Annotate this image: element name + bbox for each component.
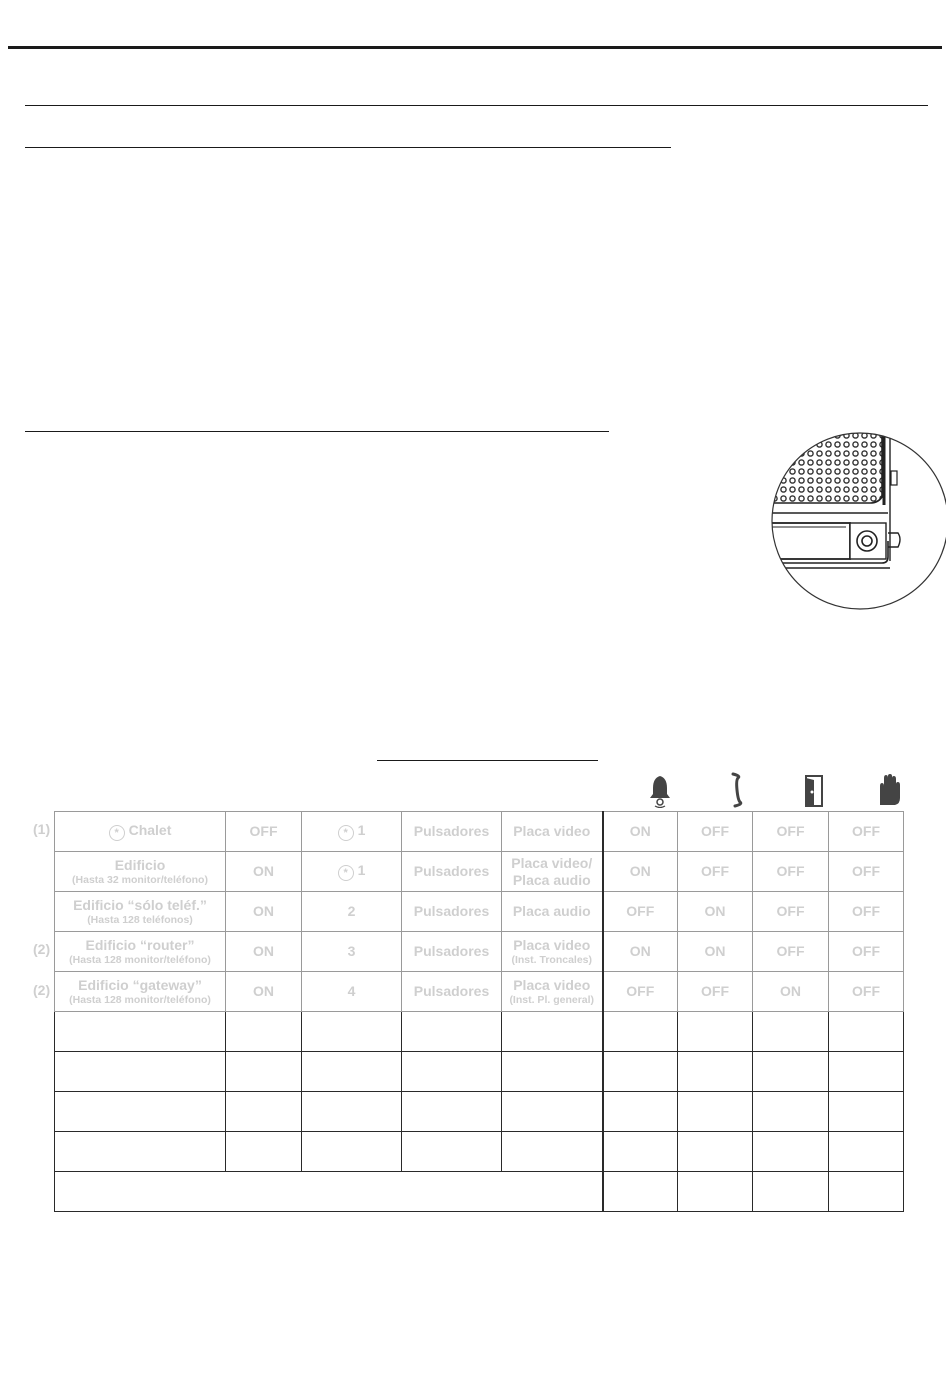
switch-cell bbox=[226, 932, 302, 972]
panel-subvalue: (Inst. Troncales) bbox=[511, 954, 593, 966]
blank-cell bbox=[502, 1052, 603, 1092]
dip-cell bbox=[829, 812, 904, 852]
handset-icon bbox=[719, 772, 755, 808]
dip-value: OFF bbox=[852, 983, 880, 999]
code-value: 3 bbox=[347, 943, 356, 959]
dip-value: OFF bbox=[852, 943, 880, 959]
blank-cell bbox=[829, 1172, 904, 1212]
mode-sublabel: (Hasta 128 teléfonos) bbox=[87, 914, 193, 926]
blank-cell bbox=[753, 1092, 829, 1132]
dip-cell bbox=[678, 852, 753, 892]
code-value: 4 bbox=[347, 983, 356, 999]
blank-cell bbox=[302, 1012, 402, 1052]
blank-cell bbox=[226, 1132, 302, 1172]
switch-header-icons bbox=[0, 772, 950, 808]
dip-value: OFF bbox=[776, 863, 805, 879]
blank-cell bbox=[402, 1012, 502, 1052]
dip-cell bbox=[829, 852, 904, 892]
dip-value: OFF bbox=[701, 823, 729, 839]
switch-value: ON bbox=[253, 863, 274, 879]
dip-value: OFF bbox=[776, 823, 805, 839]
asterisk-note-icon: * bbox=[338, 825, 354, 841]
buttons-cell bbox=[402, 932, 502, 972]
panel-cell bbox=[502, 932, 603, 972]
dip-value: ON bbox=[704, 943, 726, 959]
blank-cell bbox=[302, 1132, 402, 1172]
buttons-value: Pulsadores bbox=[413, 863, 490, 879]
dip-value: OFF bbox=[626, 983, 655, 999]
table-row bbox=[55, 892, 904, 932]
buttons-cell bbox=[402, 852, 502, 892]
bell-icon bbox=[642, 772, 678, 808]
blank-cell bbox=[603, 1012, 678, 1052]
table-row bbox=[55, 812, 904, 852]
dip-value: OFF bbox=[701, 863, 729, 879]
table-title-rule bbox=[377, 760, 598, 761]
dip-value: OFF bbox=[626, 903, 655, 919]
dip-cell bbox=[753, 892, 829, 932]
code-cell bbox=[302, 892, 402, 932]
dip-value: ON bbox=[629, 943, 651, 959]
buttons-value: Pulsadores bbox=[413, 943, 490, 959]
switch-cell bbox=[226, 812, 302, 852]
asterisk-note-icon: * bbox=[109, 825, 125, 841]
dip-value: ON bbox=[780, 983, 801, 999]
blank-cell bbox=[603, 1052, 678, 1092]
mode-cell bbox=[55, 852, 226, 892]
dip-value: OFF bbox=[776, 903, 805, 919]
mode-label: Edificio bbox=[114, 857, 166, 873]
blank-cell bbox=[753, 1172, 829, 1212]
blank-cell bbox=[55, 1012, 226, 1052]
dip-cell bbox=[678, 812, 753, 852]
blank-cell bbox=[678, 1052, 753, 1092]
panel-subvalue: (Inst. Pl. general) bbox=[509, 994, 595, 1006]
code-cell bbox=[302, 812, 402, 852]
dip-cell bbox=[678, 972, 753, 1012]
buttons-value: Pulsadores bbox=[413, 903, 490, 919]
dip-cell bbox=[603, 852, 678, 892]
blank-cell bbox=[502, 1132, 603, 1172]
code-cell bbox=[302, 932, 402, 972]
blank-cell bbox=[603, 1092, 678, 1132]
code-cell bbox=[302, 852, 402, 892]
table-row bbox=[55, 972, 904, 1012]
blank-cell bbox=[502, 1092, 603, 1132]
subsection-rule-2 bbox=[25, 431, 609, 432]
blank-cell bbox=[603, 1172, 678, 1212]
blank-cell bbox=[402, 1052, 502, 1092]
dip-cell bbox=[829, 972, 904, 1012]
panel-value: Placa video bbox=[513, 823, 591, 839]
blank-cell bbox=[402, 1092, 502, 1132]
blank-cell bbox=[678, 1012, 753, 1052]
buttons-cell bbox=[402, 812, 502, 852]
mode-label-wrap bbox=[55, 937, 225, 954]
panel-value: Placa video bbox=[513, 937, 591, 953]
panel-value: Placa video/ bbox=[511, 854, 593, 871]
blank-cell bbox=[302, 1052, 402, 1092]
blank-cell bbox=[829, 1132, 904, 1172]
dip-cell bbox=[603, 812, 678, 852]
dip-value: ON bbox=[704, 903, 726, 919]
table-row-blank bbox=[55, 1052, 904, 1092]
dip-value: OFF bbox=[852, 823, 880, 839]
hand-icon bbox=[870, 772, 906, 808]
blank-cell bbox=[226, 1092, 302, 1132]
switch-value: ON bbox=[253, 943, 274, 959]
blank-cell bbox=[226, 1012, 302, 1052]
blank-cell bbox=[402, 1132, 502, 1172]
section-rule bbox=[25, 105, 928, 106]
dip-cell bbox=[678, 892, 753, 932]
mode-cell bbox=[55, 812, 226, 852]
blank-cell bbox=[678, 1172, 753, 1212]
buttons-cell bbox=[402, 892, 502, 932]
mode-label: Edificio “gateway” bbox=[78, 977, 202, 993]
table-row-blank bbox=[55, 1012, 904, 1052]
mode-label-wrap bbox=[55, 857, 225, 874]
mode-cell bbox=[55, 932, 226, 972]
code-cell bbox=[302, 972, 402, 1012]
configuration-table bbox=[54, 811, 904, 1212]
panel-value: Placa video bbox=[513, 977, 591, 993]
mode-sublabel: (Hasta 128 monitor/teléfono) bbox=[69, 994, 211, 1006]
blank-cell bbox=[753, 1012, 829, 1052]
dip-cell bbox=[753, 972, 829, 1012]
blank-cell bbox=[678, 1092, 753, 1132]
code-value: 1 bbox=[357, 862, 366, 878]
mode-cell bbox=[55, 972, 226, 1012]
dip-value: OFF bbox=[852, 863, 880, 879]
door-icon bbox=[796, 772, 832, 808]
table-row bbox=[55, 932, 904, 972]
note-marker: (2) bbox=[33, 941, 51, 957]
dip-value: OFF bbox=[852, 903, 880, 919]
mode-label-wrap bbox=[55, 822, 225, 841]
blank-cell bbox=[829, 1012, 904, 1052]
blank-cell bbox=[753, 1132, 829, 1172]
blank-cell bbox=[829, 1052, 904, 1092]
dip-cell bbox=[603, 892, 678, 932]
switch-value: ON bbox=[253, 983, 274, 999]
dip-cell bbox=[753, 932, 829, 972]
blank-cell bbox=[603, 1132, 678, 1172]
dip-cell bbox=[753, 852, 829, 892]
dip-cell bbox=[753, 812, 829, 852]
panel-cell bbox=[502, 812, 603, 852]
table-row-blank bbox=[55, 1092, 904, 1132]
note-marker: (2) bbox=[33, 982, 51, 998]
code-value: 1 bbox=[357, 822, 366, 838]
blank-cell bbox=[502, 1012, 603, 1052]
mode-label-wrap bbox=[55, 897, 225, 914]
dip-cell bbox=[829, 932, 904, 972]
blank-cell bbox=[226, 1052, 302, 1092]
page-top-rule bbox=[8, 46, 942, 49]
buttons-value: Pulsadores bbox=[413, 823, 490, 839]
blank-cell bbox=[55, 1052, 226, 1092]
blank-cell bbox=[55, 1132, 226, 1172]
dip-value: OFF bbox=[776, 943, 805, 959]
mode-sublabel: (Hasta 128 monitor/teléfono) bbox=[69, 954, 211, 966]
dip-cell bbox=[829, 892, 904, 932]
buttons-cell bbox=[402, 972, 502, 1012]
mode-label: Edificio “sólo teléf.” bbox=[73, 897, 207, 913]
dip-cell bbox=[678, 932, 753, 972]
panel-cell bbox=[502, 972, 603, 1012]
switch-value: OFF bbox=[249, 823, 278, 839]
code-value: 2 bbox=[347, 903, 356, 919]
mode-sublabel: (Hasta 32 monitor/teléfono) bbox=[72, 874, 208, 886]
table-row-blank bbox=[55, 1132, 904, 1172]
dip-value: OFF bbox=[701, 983, 729, 999]
table-row-blank bbox=[55, 1172, 904, 1212]
subsection-rule bbox=[25, 147, 671, 148]
asterisk-note-icon: * bbox=[338, 865, 354, 881]
buttons-value: Pulsadores bbox=[413, 983, 490, 999]
note-marker: (1) bbox=[33, 821, 51, 837]
mode-label: Edificio “router” bbox=[85, 937, 195, 953]
blank-cell bbox=[678, 1132, 753, 1172]
switch-value: ON bbox=[253, 903, 274, 919]
blank-cell bbox=[829, 1092, 904, 1132]
panel-cell bbox=[502, 892, 603, 932]
blank-cell bbox=[753, 1052, 829, 1092]
blank-cell bbox=[55, 1092, 226, 1132]
switch-cell bbox=[226, 852, 302, 892]
mode-label: Chalet bbox=[128, 822, 172, 838]
dip-cell bbox=[603, 932, 678, 972]
blank-merged-cell bbox=[55, 1172, 603, 1212]
dip-cell bbox=[603, 972, 678, 1012]
mode-cell bbox=[55, 892, 226, 932]
dip-value: ON bbox=[629, 863, 651, 879]
table-row bbox=[55, 852, 904, 892]
panel-subvalue: Placa audio bbox=[512, 871, 591, 888]
panel-cell bbox=[502, 852, 603, 892]
blank-cell bbox=[302, 1092, 402, 1132]
panel-detail-illustration bbox=[770, 431, 946, 611]
dip-value: ON bbox=[629, 823, 651, 839]
mode-label-wrap bbox=[55, 977, 225, 994]
switch-cell bbox=[226, 892, 302, 932]
panel-value: Placa audio bbox=[512, 903, 591, 919]
switch-cell bbox=[226, 972, 302, 1012]
